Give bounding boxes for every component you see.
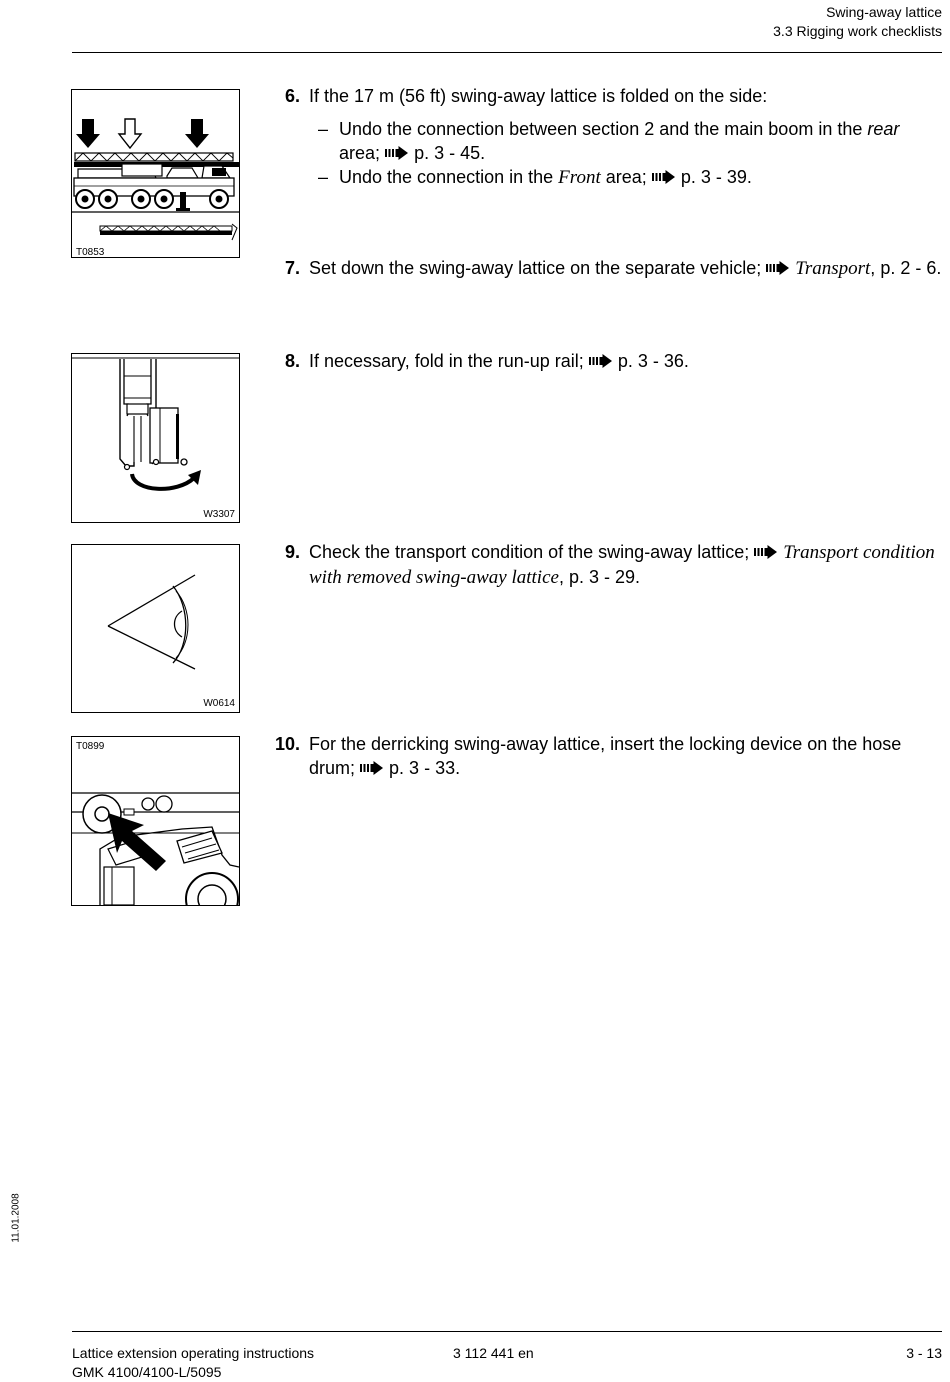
step-6 — [272, 84, 942, 190]
step-number: 6. — [284, 86, 300, 106]
step-text: Set down the swing-away lattice on the separate vehicle; Transport, p. 2 - 6. — [309, 258, 942, 279]
inspection-eye-illustration — [72, 545, 239, 712]
page-reference: p. 2 - 6. — [880, 258, 942, 278]
arrow-down-icon — [76, 119, 100, 148]
figure-w0614 — [71, 544, 240, 713]
figure-code: W3307 — [203, 509, 235, 520]
figure-w3307 — [71, 353, 240, 523]
page-number: 3 - 13 — [906, 1345, 942, 1361]
hose-drum-locking-illustration — [72, 737, 239, 905]
substep-front: – Undo the connection in the Front area; p. 3 - 39. — [318, 167, 752, 188]
step-number: 9. — [284, 542, 300, 562]
footer-title: Lattice extension operating instructions GMK 4100/4100-L/5095 — [72, 1345, 315, 1380]
header-chapter: Swing-away lattice — [826, 4, 942, 20]
running-header — [773, 3, 942, 41]
footer-doc-number: 3 112 441 en — [453, 1345, 534, 1361]
arrow-down-icon — [185, 119, 209, 148]
figure-code: T0899 — [76, 741, 105, 752]
header-section: 3.3 Rigging work checklists — [773, 23, 942, 39]
step-text: For the derricking swing-away lattice, insert the locking device on the hose drum; p. 3 - 33. — [309, 734, 902, 778]
cross-reference-arrow-icon — [754, 545, 778, 559]
figure-t0853 — [71, 89, 240, 258]
footer-rule — [72, 1331, 942, 1332]
crane-side-view-illustration — [72, 90, 239, 257]
cross-reference-arrow-icon — [360, 761, 384, 775]
rotation-arrow-icon — [132, 474, 194, 489]
page-reference: p. 3 - 36. — [617, 351, 689, 371]
figure-code: W0614 — [203, 698, 235, 709]
step-7 — [272, 256, 942, 281]
step-text: Check the transport condition of the swing-away lattice; Transport condition with removed swing-away lattice, p. 3 - 29. — [309, 542, 935, 588]
run-up-rail-illustration — [72, 354, 239, 522]
page-reference: p. 3 - 33. — [389, 758, 461, 778]
cross-reference-arrow-icon — [589, 354, 613, 368]
step-number: 8. — [284, 351, 300, 371]
header-rule — [72, 52, 942, 53]
step-number: 7. — [284, 258, 300, 278]
page-reference: p. 3 - 45. — [414, 143, 486, 163]
figure-t0899 — [71, 736, 240, 906]
step-10 — [272, 732, 942, 780]
cross-reference-arrow-icon — [385, 146, 409, 160]
step-text: If the 17 m (56 ft) swing-away lattice is folded on the side: — [309, 86, 768, 106]
cross-reference-arrow-icon — [766, 261, 790, 275]
step-8 — [272, 349, 942, 373]
page-reference: p. 3 - 39. — [680, 167, 752, 187]
substep-rear: – Undo the connection between section 2 and the main boom in the rear area; p. 3 - 45. — [318, 119, 900, 163]
step-text: If necessary, fold in the run-up rail; p. 3 - 36. — [309, 351, 689, 371]
side-date: 11.01.2008 — [10, 1193, 22, 1243]
figure-code: T0853 — [76, 247, 105, 258]
step-9 — [272, 540, 942, 590]
page-reference: p. 3 - 29. — [568, 567, 641, 587]
step-number: 10. — [274, 734, 300, 754]
cross-reference-arrow-icon — [652, 170, 676, 184]
arrow-down-outline-icon — [119, 119, 141, 148]
